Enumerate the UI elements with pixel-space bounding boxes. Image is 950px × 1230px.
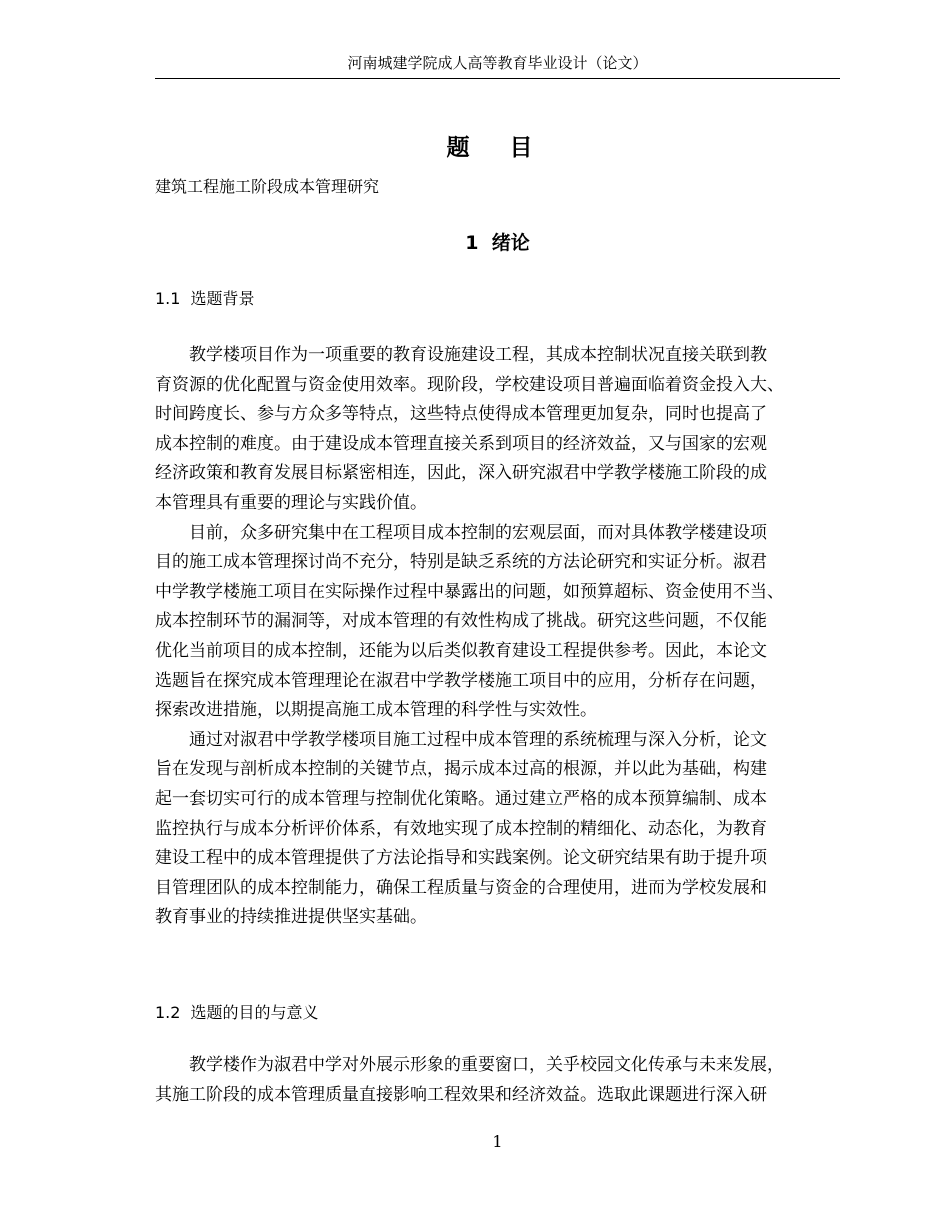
text-line: 教育事业的持续推进提供坚实基础。 (155, 907, 427, 928)
section-body-purpose (155, 1051, 840, 1110)
section-heading-purpose (155, 1000, 840, 1026)
section-title: 选题背景 (190, 289, 255, 308)
text-line: 本管理具有重要的理论与实践价值。 (155, 492, 427, 513)
text-line: 优化当前项目的成本控制，还能为以后类似教育建设工程提供参考。因此，本论文 (155, 640, 767, 661)
thesis-subject: 建筑工程施工阶段成本管理研究 (155, 177, 380, 196)
text-line: 教学楼作为淑君中学对外展示形象的重要窗口，关乎校园文化传承与未来发展， (155, 1055, 784, 1075)
chapter-number: 1 (465, 232, 479, 254)
text-line: 经济政策和教育发展目标紧密相连，因此，深入研究淑君中学教学楼施工阶段的成 (155, 463, 767, 484)
text-line: 探索改进措施，以期提高施工成本管理的科学性与实效性。 (155, 700, 597, 721)
text-line: 成本控制的难度。由于建设成本管理直接关系到项目的经济效益，又与国家的宏观 (155, 433, 767, 454)
text-line: 监控执行与成本分析评价体系，有效地实现了成本控制的精细化、动态化，为教育 (155, 818, 767, 839)
text-line: 成本控制环节的漏洞等，对成本管理的有效性构成了挑战。研究这些问题，不仅能 (155, 611, 767, 632)
section-title: 选题的目的与意义 (190, 1003, 319, 1022)
section-body-background (155, 341, 840, 933)
section-number: 1.2 (155, 1003, 181, 1022)
title-heading: 题 目 (446, 135, 549, 161)
running-header (155, 50, 840, 79)
chapter-heading (155, 228, 840, 258)
text-line: 教学楼项目作为一项重要的教育设施建设工程，其成本控制状况直接关联到教 (155, 345, 767, 365)
section-heading-background (155, 286, 840, 312)
text-line: 旨在发现与剖析成本控制的关键节点，揭示成本过高的根源，并以此为基础，构建 (155, 759, 767, 780)
text-line: 育资源的优化配置与资金使用效率。现阶段，学校建设项目普遍面临着资金投入大、 (155, 374, 784, 395)
page-number: 1 (492, 1132, 503, 1151)
text-line: 目的施工成本管理探讨尚不充分，特别是缺乏系统的方法论研究和实证分析。淑君 (155, 552, 767, 573)
text-line: 目前，众多研究集中在工程项目成本控制的宏观层面，而对具体教学楼建设项 (155, 522, 767, 543)
chapter-title: 绪论 (491, 232, 530, 254)
text-line: 选题旨在探究成本管理理论在淑君中学教学楼施工项目中的应用，分析存在问题， (155, 670, 767, 691)
text-line: 起一套切实可行的成本管理与控制优化策略。通过建立严格的成本预算编制、成本 (155, 788, 767, 809)
running-header-text: 河南城建学院成人高等教育毕业设计（论文） (347, 54, 648, 72)
text-line: 中学教学楼施工项目在实际操作过程中暴露出的问题，如预算超标、资金使用不当、 (155, 581, 784, 602)
section-number: 1.1 (155, 289, 181, 308)
text-line: 时间跨度长、参与方众多等特点，这些特点使得成本管理更加复杂，同时也提高了 (155, 404, 767, 425)
text-line: 建设工程中的成本管理提供了方法论指导和实践案例。论文研究结果有助于提升项 (155, 848, 767, 869)
text-line: 通过对淑君中学教学楼项目施工过程中成本管理的系统梳理与深入分析，论文 (155, 729, 767, 750)
text-line: 其施工阶段的成本管理质量直接影响工程效果和经济效益。选取此课题进行深入研 (155, 1084, 767, 1105)
text-line: 目管理团队的成本控制能力，确保工程质量与资金的合理使用，进而为学校发展和 (155, 877, 767, 898)
